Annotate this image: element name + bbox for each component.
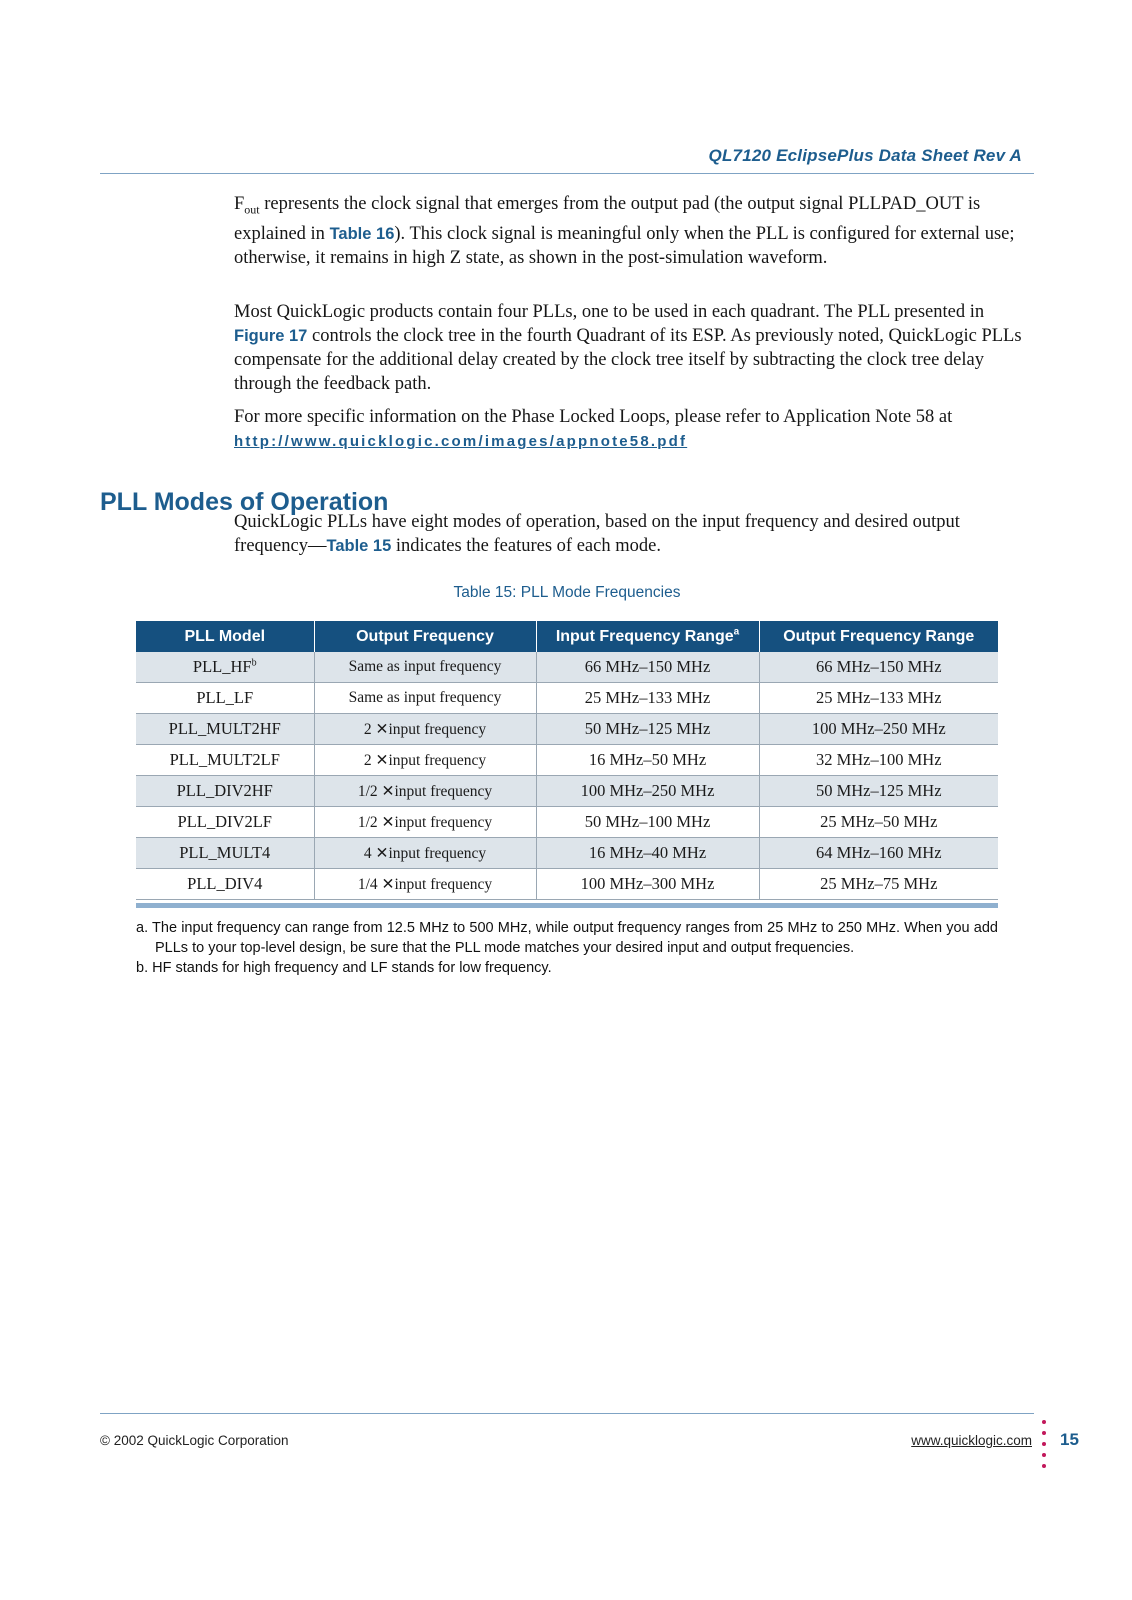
- table-header-row: [136, 621, 998, 652]
- table-row: [136, 714, 998, 745]
- cell-pll-model: PLL_MULT2HF: [136, 714, 314, 745]
- appnote58-url-link[interactable]: http://www.quicklogic.com/images/appnote58.pdf: [234, 433, 688, 450]
- table-16-link[interactable]: Table 16: [329, 224, 395, 243]
- footnote-b: b. HF stands for high frequency and LF stands for low frequency.: [136, 960, 552, 976]
- header-divider: [100, 173, 1034, 174]
- table-row: [136, 776, 998, 807]
- table-row: [136, 745, 998, 776]
- cell-output-frequency-range: 25 MHz–50 MHz: [759, 807, 998, 838]
- cell-input-frequency-range: 100 MHz–250 MHz: [536, 776, 759, 807]
- cell-input-frequency-range: 25 MHz–133 MHz: [536, 683, 759, 714]
- cell-output-frequency: 1/4 ✕input frequency: [314, 869, 536, 900]
- section-intro-paragraph: QuickLogic PLLs have eight modes of operation, based on the input frequency and desired output frequency—Table 15 indicates the features of each mode.: [234, 512, 960, 556]
- intro-paragraph-fout: $F_{out}$ represents the clock signal that emerges from the output pad (the output signal PLLPAD_OUT is explained in Table 16). This clock signal is meaningful only when the PLL is configured for external use; otherwise, it remains in high Z state, as shown in the post-simulation waveform.: [234, 194, 1015, 268]
- page-number: 15: [1060, 1430, 1079, 1449]
- section-heading-pll-modes: PLL Modes of Operation: [100, 488, 389, 516]
- running-header-title: QL7120 EclipsePlus Data Sheet Rev A: [708, 146, 1022, 165]
- cell-output-frequency-range: 32 MHz–100 MHz: [759, 745, 998, 776]
- cell-input-frequency-range: 50 MHz–125 MHz: [536, 714, 759, 745]
- cell-output-frequency-range: 25 MHz–133 MHz: [759, 683, 998, 714]
- footnote-marker-b: b: [251, 657, 257, 669]
- table-row: [136, 652, 998, 683]
- figure-17-link[interactable]: Figure 17: [234, 327, 308, 345]
- cell-output-frequency: 1/2 ✕input frequency: [314, 776, 536, 807]
- table-row: [136, 683, 998, 714]
- cell-input-frequency-range: 16 MHz–50 MHz: [536, 745, 759, 776]
- table-bottom-rule: [136, 903, 998, 908]
- fout-symbol: $F_{out}$: [234, 194, 260, 217]
- cell-pll-model: PLL_DIV4: [136, 869, 314, 900]
- table-caption: Table 15: PLL Mode Frequencies: [453, 584, 681, 601]
- cell-output-frequency: Same as input frequency: [314, 683, 536, 714]
- footnote-marker-a: a: [733, 626, 740, 638]
- cell-output-frequency-range: 100 MHz–250 MHz: [759, 714, 998, 745]
- table-footnotes: [136, 918, 998, 978]
- cell-input-frequency-range: 50 MHz–100 MHz: [536, 807, 759, 838]
- table-row: [136, 807, 998, 838]
- column-header-output-frequency: Output Frequency: [314, 621, 536, 652]
- cell-pll-model: PLL_MULT2LF: [136, 745, 314, 776]
- column-header-pll-model: PLL Model: [136, 621, 314, 652]
- cell-input-frequency-range: 66 MHz–150 MHz: [536, 652, 759, 683]
- footer-divider: [100, 1413, 1034, 1414]
- table-row: [136, 869, 998, 900]
- footer-copyright: © 2002 QuickLogic Corporation: [100, 1433, 289, 1448]
- cell-output-frequency: Same as input frequency: [314, 652, 536, 683]
- footer-website-link[interactable]: www.quicklogic.com: [911, 1433, 1032, 1448]
- footer-dots-decoration: [1042, 1420, 1046, 1475]
- table-row: [136, 838, 998, 869]
- pll-mode-frequencies-table: [136, 621, 998, 900]
- cell-pll-model: PLL_LF: [136, 683, 314, 714]
- cell-output-frequency-range: 50 MHz–125 MHz: [759, 776, 998, 807]
- cell-output-frequency: 1/2 ✕input frequency: [314, 807, 536, 838]
- cell-pll-model: $PLL\_HF^b$: [136, 652, 314, 683]
- cell-pll-model: PLL_DIV2HF: [136, 776, 314, 807]
- cell-output-frequency: 4 ✕input frequency: [314, 838, 536, 869]
- cell-input-frequency-range: 100 MHz–300 MHz: [536, 869, 759, 900]
- cell-output-frequency-range: 25 MHz–75 MHz: [759, 869, 998, 900]
- cell-output-frequency: 2 ✕input frequency: [314, 745, 536, 776]
- footnote-a: a. The input frequency can range from 12.5 MHz to 500 MHz, while output frequency ranges from 25 MHz to 250 MHz. When you add PLLs to your top-level design, be sure that the PLL mode matches your desired input and output frequencies.: [136, 920, 998, 956]
- table-15-link[interactable]: Table 15: [326, 537, 392, 555]
- intro-paragraph-plls: Most QuickLogic products contain four PLLs, one to be used in each quadrant. The PLL presented in Figure 17 controls the clock tree in the fourth Quadrant of its ESP. As previously noted, QuickLogic PLLs compensate for the additional delay created by the clock tree itself by subtracting the clock tree delay through the feedback path.: [234, 302, 1022, 394]
- cell-output-frequency-range: 64 MHz–160 MHz: [759, 838, 998, 869]
- intro-paragraph-appnote: For more specific information on the Phase Locked Loops, please refer to Application Note 58 at http://www.quicklogic.com/images/appnote58.pdf: [234, 407, 953, 450]
- column-header-input-frequency-range: Input Frequency Range$^a$: [536, 621, 759, 652]
- cell-input-frequency-range: 16 MHz–40 MHz: [536, 838, 759, 869]
- cell-pll-model: PLL_MULT4: [136, 838, 314, 869]
- cell-pll-model: PLL_DIV2LF: [136, 807, 314, 838]
- cell-output-frequency: 2 ✕input frequency: [314, 714, 536, 745]
- column-header-output-frequency-range: Output Frequency Range: [759, 621, 998, 652]
- cell-output-frequency-range: 66 MHz–150 MHz: [759, 652, 998, 683]
